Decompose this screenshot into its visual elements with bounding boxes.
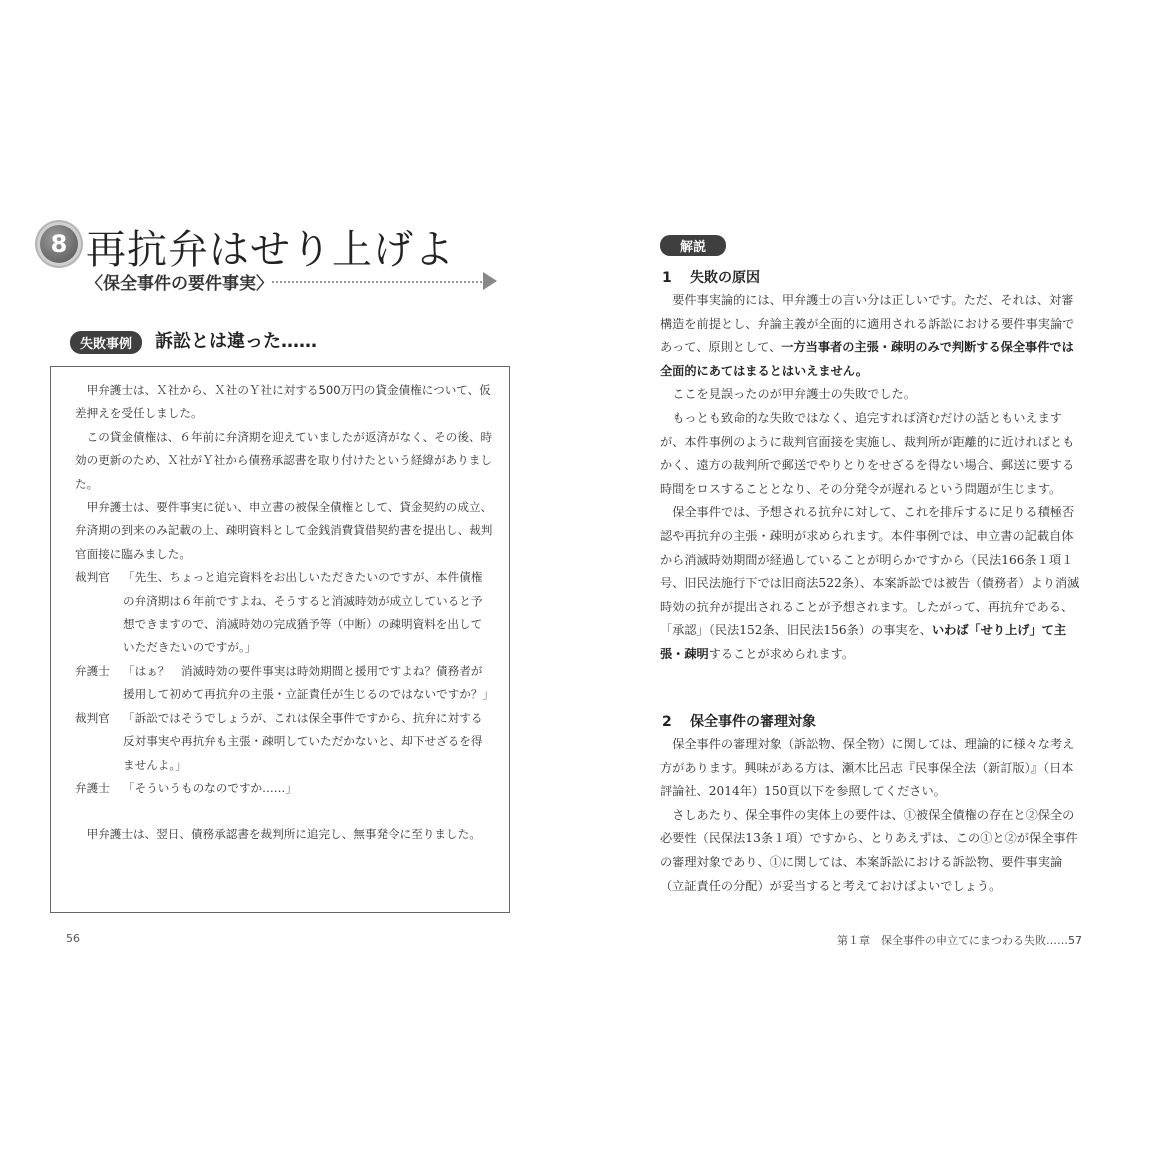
case-label: 失敗事例	[70, 331, 142, 354]
dialogue-text: 「はぁ？ 消滅時効の要件事実は時効期間と援用ですよね？債務者が援用して初めて再抗弁の主張・立証責任が生じるのではないですか？」	[123, 663, 495, 702]
case-paragraph: 甲弁護士は、要件事実に従い、申立書の被保全債権として、貸金契約の成立、弁済期の到来のみ記載の上、疎明資料として金銭消費貸借契約書を提出し、裁判官面接に臨みました。	[75, 500, 493, 561]
body-text: 要件事実論的には、甲弁護士の言い分は正しいです。ただ、それは、対審構造を前提とし、弁論主義が全面的に適用される訴訟における要件事実論であって、原則として、	[660, 293, 1075, 355]
dialogue-speaker: 裁判官	[75, 710, 110, 725]
section-body	[660, 289, 1080, 667]
body-paragraph: ここを見誤ったのが甲弁護士の失敗でした。	[672, 387, 916, 402]
section-title: 失敗の原因	[690, 270, 760, 286]
arrow-right-icon	[483, 272, 497, 290]
dialogue-speaker: 裁判官	[75, 570, 110, 585]
body-paragraph: 保全事件の審理対象（訴訟物、保全物）に関しては、理論的に様々な考え方があります。興味がある方は、瀬木比呂志『民事保全法（新訂版）』（日本評論社、2014年）150頁以下を参照してください。	[660, 737, 1075, 799]
dialogue-speaker: 弁護士	[75, 663, 110, 678]
body-paragraph: もっとも致命的な失敗ではなく、追完すれば済むだけの話ともいえますが、本件事例のように裁判官面接を実施し、裁判所が距離的に近ければともかく、遠方の裁判所で郵送でやりとりをせざるを得ない場合、郵送に要する時間をロスすることとなり、その分発令が遅れるという問題が生じます。	[660, 410, 1075, 496]
dialogue-speaker: 弁護士	[75, 780, 110, 795]
dialogue-text: 「先生、ちょっと追完資料をお出しいただきたいのですが、本件債権の弁済期は６年前ですよね、そうすると消滅時効が成立していると予想できますので、消滅時効の完成猶予等（中断）の疎明資料を出していただきたいのですが。」	[123, 570, 483, 655]
dialogue-text: 「訴訟ではそうでしょうが、これは保全事件ですから、抗弁に対する反対事実や再抗弁も主張・疎明していただかないと、却下せざるを得ませんよ。」	[123, 710, 483, 772]
body-paragraph: さしあたり、保全事件の実体上の要件は、①被保全債権の存在と②保全の必要性（民保法13条１項）ですから、とりあえずは、この①と②が保全事件の審理対象であり、①に関しては、本案訴訟における訴訟物、要件事実論（立証責任の分配）が妥当すると考えておけばよいでしょう。	[660, 807, 1078, 893]
chapter-subtitle: 〈保全事件の要件事実〉	[86, 274, 273, 294]
commentary-label: 解説	[660, 235, 726, 256]
running-footer: 第１章 保全事件の申立てにまつわる失敗……57	[837, 934, 1082, 947]
dialogue-text: 「そういうものなのですか……」	[123, 780, 297, 795]
case-paragraph: 甲弁護士は、翌日、債務承認書を裁判所に追完し、無事発令に至りました。	[86, 827, 481, 842]
section-heading	[662, 267, 760, 287]
right-page	[575, 0, 1150, 1150]
emphasis-text: いわば「せり上げ」て主張・疎明	[660, 623, 1067, 661]
case-paragraph: 甲弁護士は、Ｘ社から、Ｘ社のＹ社に対する500万円の貸金債権について、仮差押えを受任しました。	[75, 383, 491, 421]
dialogue-line	[75, 777, 493, 800]
chapter-title: 再抗弁はせり上げよ	[86, 227, 455, 273]
case-title: 訴訟とは違った……	[155, 331, 317, 352]
page-number: 56	[66, 932, 80, 945]
emphasis-text: 一方当事者の主張・疎明のみで判断する保全事件では全面的にあてはまるとはいえません。	[660, 340, 1074, 378]
section-heading	[662, 711, 816, 731]
dialogue-line	[75, 660, 493, 707]
body-text: 保全事件では、予想される抗弁に対して、これを排斥するに足りる積極否認や再抗弁の主張・疎明が求められます。本件事例では、申立書の記載自体から消滅時効期間が経過していることが明らかですから（民法166条１項１号、旧民法施行下では旧商法522条）、本案訴訟では被告（債務者）より消滅時効の抗弁が提出されることが予想されます。したがって、再抗弁である、「承認」（民法152条、旧民法156条）の事実を、	[660, 505, 1080, 638]
dialogue-line	[75, 707, 493, 777]
spacer	[75, 800, 493, 823]
section-number: 1	[662, 270, 672, 286]
case-box	[50, 366, 510, 913]
section-body	[660, 733, 1080, 898]
body-text: することが求められます。	[708, 646, 855, 661]
body-paragraph	[660, 501, 1080, 666]
section-number: 2	[662, 714, 672, 730]
dotted-leader	[272, 281, 482, 283]
section-title: 保全事件の審理対象	[690, 714, 816, 730]
case-paragraph: この貸金債権は、６年前に弁済期を迎えていましたが返済がなく、その後、時効の更新のため、Ｘ社がＹ社から債務承認書を取り付けたという経緯がありました。	[75, 429, 493, 491]
dialogue-line	[75, 566, 493, 660]
chapter-number-badge: 8	[40, 225, 78, 263]
body-paragraph	[660, 289, 1080, 383]
